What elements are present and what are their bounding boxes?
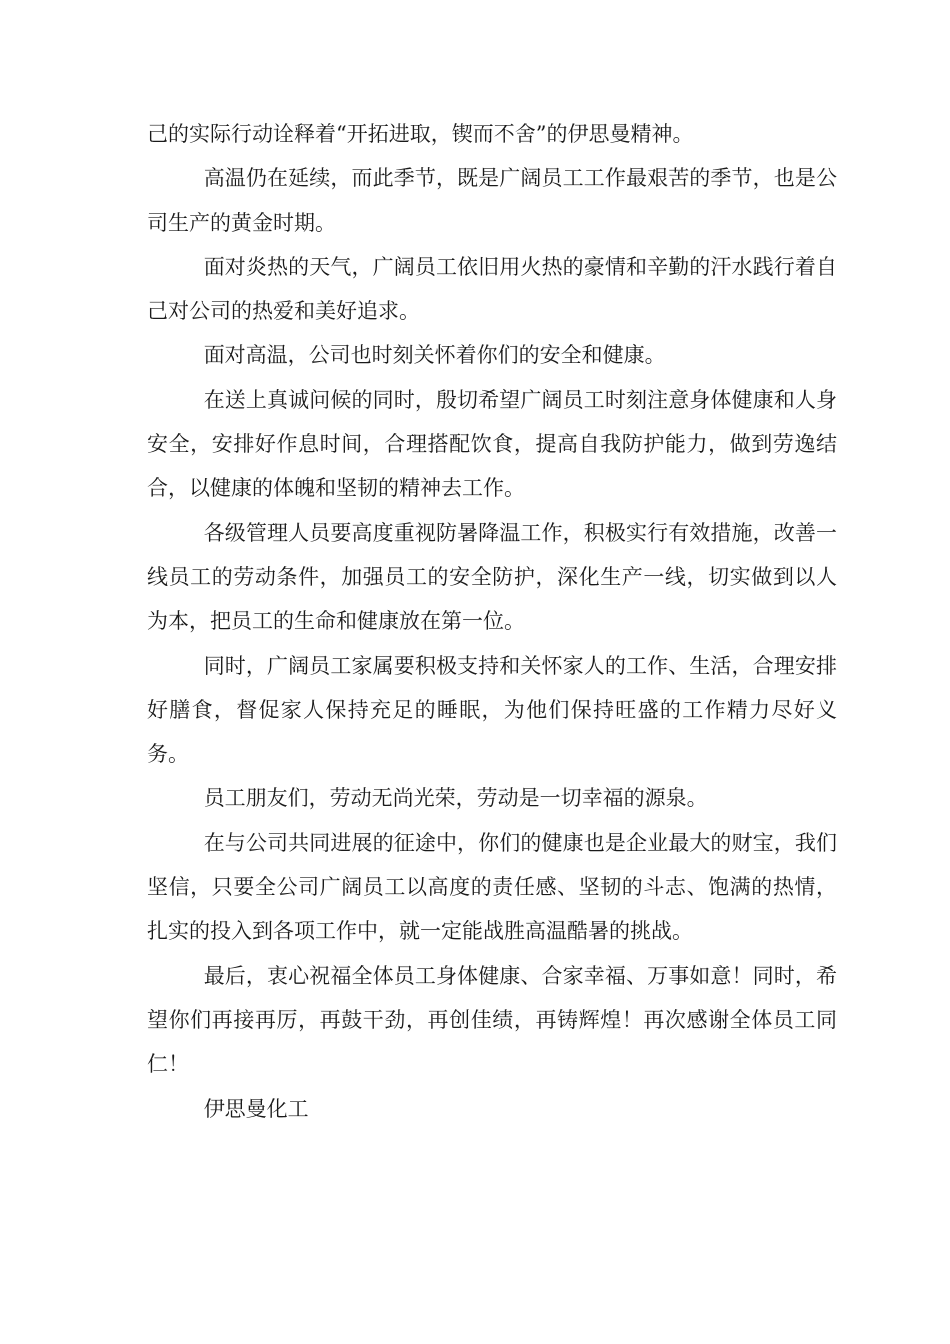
paragraph-closing-wishes: 最后，衷心祝福全体员工身体健康、合家幸福、万事如意！同时，希望你们再接再厉，再鼓干劲，再创佳绩，再铸辉煌！再次感谢全体员工同仁！ <box>147 963 837 1077</box>
paragraph-hot-weather: 面对炎热的天气，广阔员工依旧用火热的豪情和辛勤的汗水践行着自己对公司的热爱和美好追求。 <box>147 254 837 324</box>
paragraph-heat-season: 高温仍在延续，而此季节，既是广阔员工工作最艰苦的季节，也是公司生产的黄金时期。 <box>147 166 837 235</box>
signature: 伊思曼化工 <box>203 1096 309 1121</box>
paragraph-health-treasure: 在与公司共同进展的征途中，你们的健康也是企业最大的财宝，我们坚信，只要全公司广阔员工以高度的责任感、坚韧的斗志、饱满的热情，扎实的投入到各项工作中，就一定能战胜高温酷暑的挑战。 <box>147 830 837 944</box>
document-body <box>147 112 837 1131</box>
paragraph-management: 各级管理人员要高度重视防暑降温工作，积极实行有效措施，改善一线员工的劳动条件，加强员工的安全防护，深化生产一线，切实做到以人为本，把员工的生命和健康放在第一位。 <box>147 520 837 634</box>
paragraph-labor-glory: 员工朋友们，劳动无尚光荣，劳动是一切幸福的源泉。 <box>203 786 708 811</box>
paragraph-health-safety: 在送上真诚问候的同时，殷切希望广阔员工时刻注意身体健康和人身安全，安排好作息时间，合理搭配饮食，提高自我防护能力，做到劳逸结合，以健康的体魄和坚韧的精神去工作。 <box>147 387 837 501</box>
paragraph-continuation: 己的实际行动诠释着“开拓进取，锲而不舍”的伊思曼精神。 <box>147 122 694 146</box>
paragraph-family-support: 同时，广阔员工家属要积极支持和关怀家人的工作、生活，合理安排好膳食，督促家人保持充足的睡眠，为他们保持旺盛的工作精力尽好义务。 <box>147 653 837 767</box>
paragraph-company-care: 面对高温，公司也时刻关怀着你们的安全和健康。 <box>203 343 666 368</box>
